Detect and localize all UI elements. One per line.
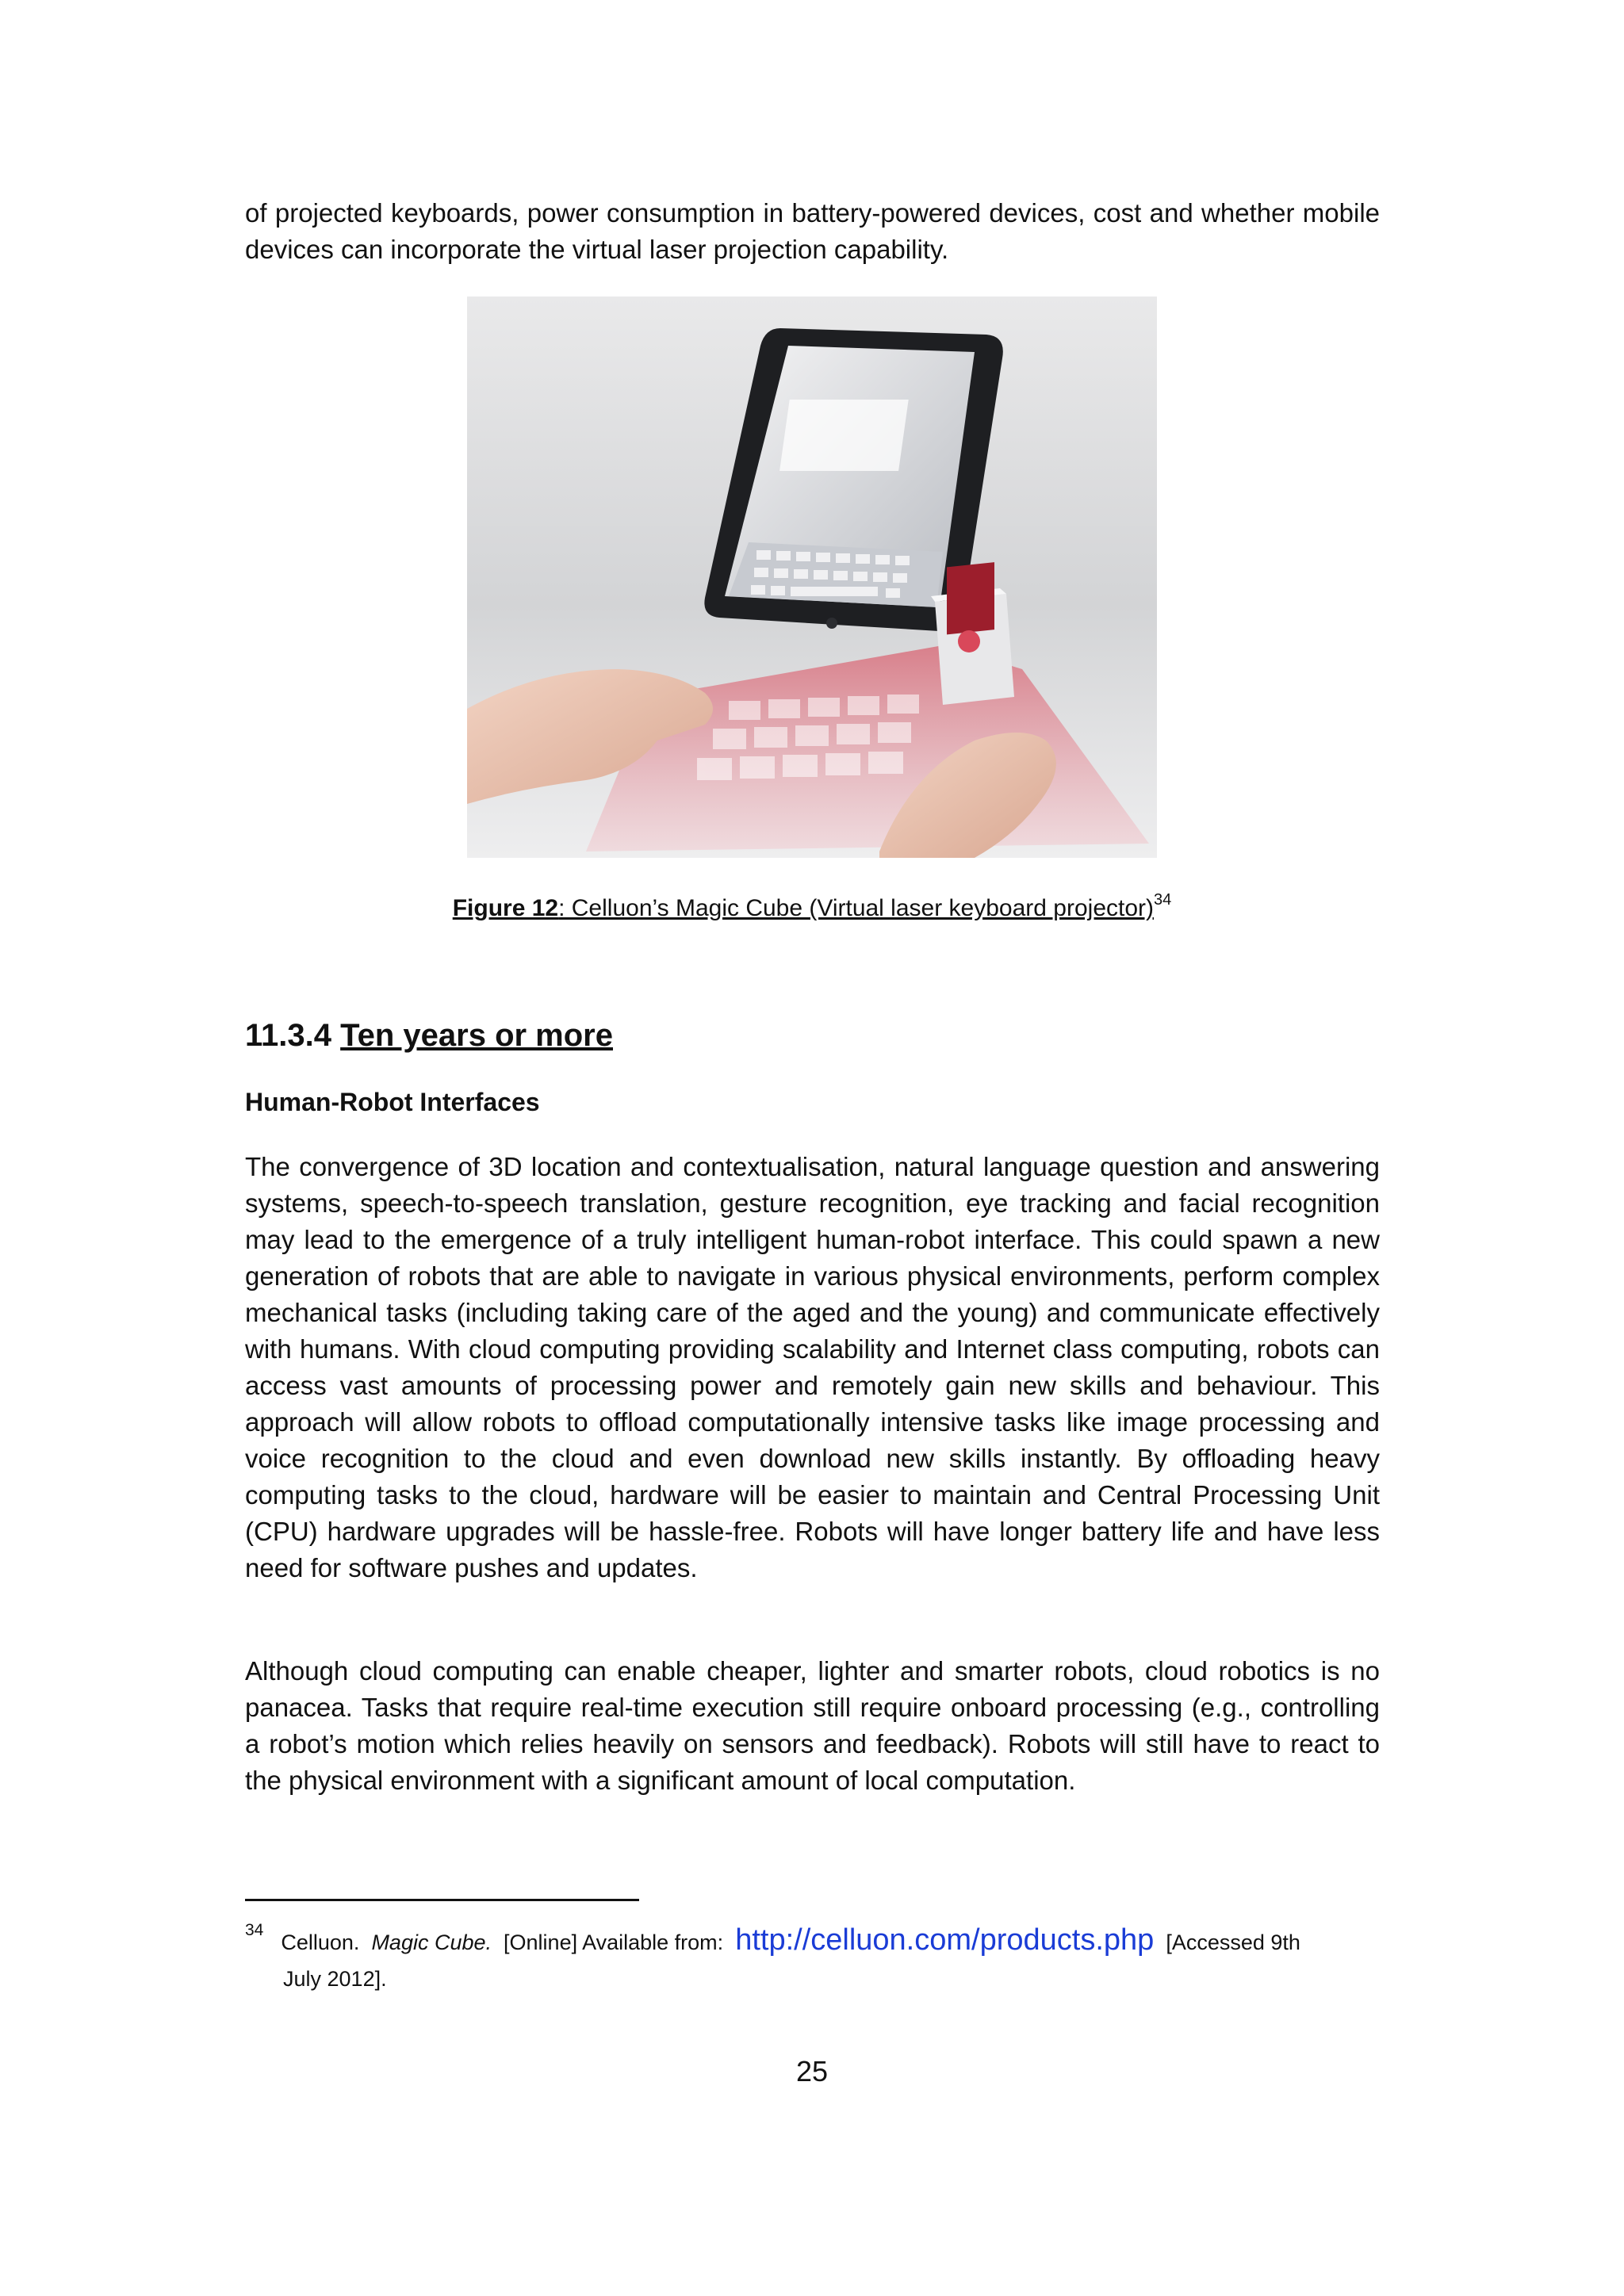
footnote [245, 1912, 1380, 1997]
intro-paragraph: of projected keyboards, power consumption in battery-powered devices, cost and whether mobile devices can incorporate the virtual laser projection capability. [245, 198, 1380, 264]
figure-caption-body: : Celluon’s Magic Cube (Virtual laser keyboard projector) [558, 895, 1155, 921]
figure-footnote-ref[interactable]: 34 [1154, 891, 1172, 909]
figure-caption-text [453, 895, 1154, 921]
footnote-accessed: [Accessed 9th [1166, 1931, 1300, 1954]
footnote-link[interactable]: http://celluon.com/products.php [735, 1923, 1155, 1957]
section-heading [245, 1015, 1380, 1056]
section-title: Ten years or more [340, 1018, 613, 1053]
figure-label: Figure 12 [452, 895, 559, 921]
footnote-work-title: Magic Cube. [371, 1931, 492, 1954]
body-paragraph: The convergence of 3D location and contextualisation, natural language question and answering systems, speech-to-speech translation, gesture recognition, eye tracking and facial recognition may lead to the emergence of a truly intelligent human-robot interface. This could spawn a new generation of robots that are able to navigate in various physical environments, perform complex mechanical tasks (including taking care of the aged and the young) and communicate effectively with humans. With cloud computing providing scalability and Internet class computing, robots can access vast amounts of processing power and remotely gain new skills and behaviour. This approach will allow robots to offload computationally intensive tasks like image processing and voice recognition to the cloud and even download new skills instantly. By offloading heavy computing tasks to the cloud, hardware will be easier to maintain and Central Processing Unit (CPU) hardware upgrades will be hassle-free. Robots will have longer battery life and have less need for software pushes and updates. [245, 1152, 1380, 1582]
subsection-heading: Human-Robot Interfaces [245, 1088, 540, 1116]
figure-photo-magic-cube [467, 297, 1157, 858]
body-paragraph: Although cloud computing can enable cheaper, lighter and smarter robots, cloud robotics is no panacea. Tasks that require real-time execution still require onboard processing (e.g., controlling a robot’s motion which relies heavily on sensors and feedback). Robots will still have to react to the physical environment with a significant amount of local computation. [245, 1656, 1380, 1795]
figure-caption [0, 884, 1624, 924]
footnote-author: Celluon. [281, 1931, 360, 1954]
tablet-laser-keyboard-illustration [467, 297, 1157, 858]
footnote-accessed-date: July 2012]. [283, 1967, 387, 1991]
section-number: 11.3.4 [245, 1018, 332, 1053]
footnote-divider [245, 1899, 639, 1901]
page-number: 25 [795, 2055, 829, 2087]
footnote-number: 34 [245, 1921, 264, 1939]
footnote-medium: [Online] Available from: [504, 1931, 724, 1954]
